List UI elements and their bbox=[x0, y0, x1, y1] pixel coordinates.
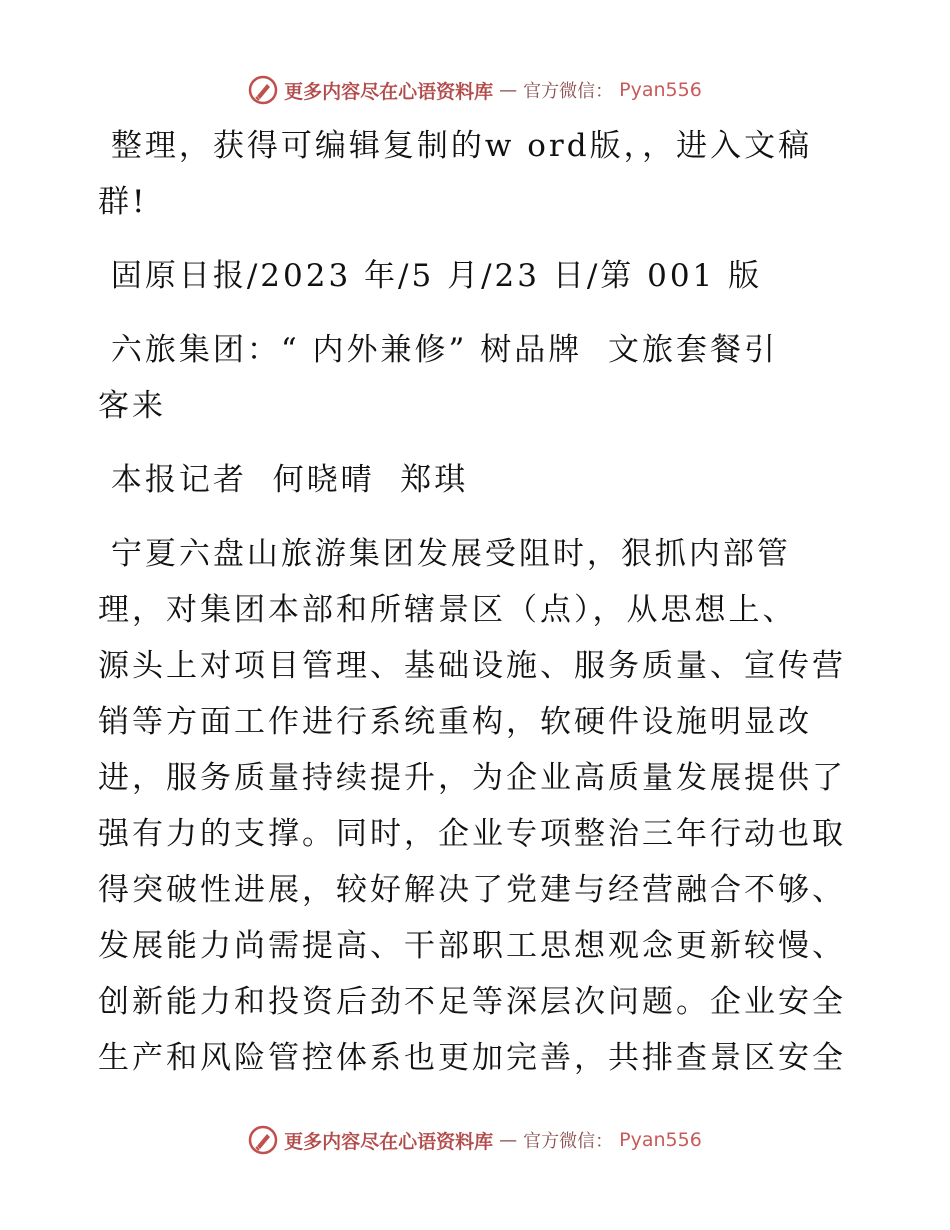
watermark-wechat-id: Pyan556 bbox=[619, 79, 702, 101]
text-line: 生产和风险管控体系也更加完善，共排查景区安全 bbox=[98, 1040, 846, 1076]
dateline: 固原日报/2023 年/5 月/23 日/第 001 版 bbox=[98, 258, 763, 294]
text-line: 源头上对项目管理、基础设施、服务质量、宣传营 bbox=[98, 648, 846, 684]
watermark-label: 官方微信： bbox=[523, 1131, 614, 1152]
text-line: 理，对集团本部和所辖景区（点），从思想上、 bbox=[98, 592, 797, 628]
header-watermark bbox=[0, 70, 950, 110]
text-line: 强有力的支撑。同时，企业专项整治三年行动也取 bbox=[98, 816, 846, 852]
pen-logo-icon bbox=[248, 75, 278, 105]
text-line: 发展能力尚需提高、干部职工思想观念更新较慢、 bbox=[98, 928, 846, 964]
text-line: 销等方面工作进行系统重构，软硬件设施明显改 bbox=[98, 704, 812, 740]
headline: 六旅集团：“ 内外兼修” 树品牌 文旅套餐引 bbox=[98, 332, 778, 368]
text-line: 宁夏六盘山旅游集团发展受阻时，狠抓内部管 bbox=[98, 536, 791, 572]
byline: 本报记者 何晓晴 郑琪 bbox=[98, 462, 469, 498]
watermark-dash: — bbox=[499, 79, 518, 101]
headline: 客来 bbox=[98, 388, 166, 424]
text-line: 创新能力和投资后劲不足等深层次问题。企业安全 bbox=[98, 984, 846, 1020]
watermark-site-text: 更多内容尽在心语资料库 bbox=[284, 80, 494, 103]
watermark-dash: — bbox=[499, 1129, 518, 1151]
watermark-label: 官方微信： bbox=[523, 81, 614, 102]
text-line: 整理，获得可编辑复制的w ord版，，进入文稿 bbox=[98, 128, 813, 164]
footer-watermark bbox=[0, 1120, 950, 1160]
document-body bbox=[98, 118, 858, 1086]
pen-logo-icon bbox=[248, 1125, 278, 1155]
text-line: 得突破性进展，较好解决了党建与经营融合不够、 bbox=[98, 872, 846, 908]
watermark-site-text: 更多内容尽在心语资料库 bbox=[284, 1130, 494, 1153]
text-line: 群! bbox=[98, 184, 148, 220]
text-line: 进，服务质量持续提升，为企业高质量发展提供了 bbox=[98, 760, 846, 796]
watermark-wechat-id: Pyan556 bbox=[619, 1129, 702, 1151]
